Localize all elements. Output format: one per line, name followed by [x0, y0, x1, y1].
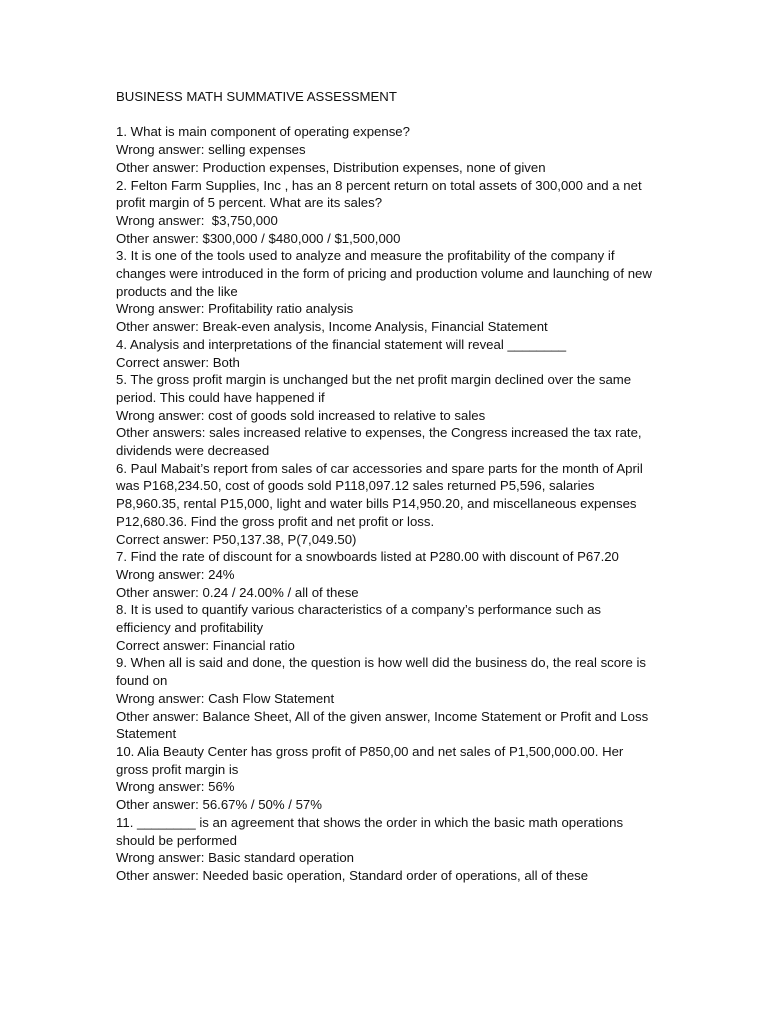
question-text: 2. Felton Farm Supplies, Inc , has an 8 percent return on total assets of 300,000 and a net profit margin of 5 percent. What are its sales?: [116, 177, 646, 211]
question-6: [116, 460, 656, 549]
answer-line: Wrong answer: cost of goods sold increased to relative to sales: [116, 407, 486, 423]
question-text: 5. The gross profit margin is unchanged but the net profit margin declined over the same period. This could have happened if: [116, 372, 635, 405]
answer-line: Other answer: $300,000 / $480,000 / $1,500,000: [116, 230, 401, 246]
answer-line: Correct answer: Both: [116, 354, 240, 370]
question-text: 6. Paul Mabait’s report from sales of car accessories and spare parts for the month of April was P168,234.50, cost of goods sold P118,097.12 sales returned P5,596, salaries P8,960.35, rental P15,000, light and water bills P14,950.20, and miscellaneous expenses P12,680.36. Find the gross profit and net profit or loss.: [116, 460, 647, 529]
question-text: 7. Find the rate of discount for a snowboards listed at P280.00 with discount of P67.20: [116, 549, 619, 565]
answer-line: Wrong answer: $3,750,000: [116, 212, 278, 228]
answer-line: Other answer: Balance Sheet, All of the given answer, Income Statement or Profit and Loss Statement: [116, 708, 652, 742]
question-text: 9. When all is said and done, the question is how well did the business do, the real score is found on: [116, 655, 650, 689]
question-text: 11. ________ is an agreement that shows the order in which the basic math operations should be performed: [116, 814, 627, 848]
question-text: 10. Alia Beauty Center has gross profit of P850,00 and net sales of P1,500,000.00. Her gross profit margin is: [116, 744, 627, 777]
answer-line: Correct answer: Financial ratio: [116, 637, 295, 653]
question-9: [116, 654, 656, 743]
answer-line: Other answer: Production expenses, Distribution expenses, none of given: [116, 159, 546, 175]
answer-line: Wrong answer: 24%: [116, 566, 235, 582]
question-text: 8. It is used to quantify various characteristics of a company’s performance such as efficiency and profitability: [116, 602, 605, 636]
answer-line: Other answer: Break-even analysis, Income Analysis, Financial Statement: [116, 319, 548, 335]
question-7: [116, 548, 656, 601]
answer-line: Wrong answer: Profitability ratio analysis: [116, 301, 354, 317]
answer-line: Other answer: 0.24 / 24.00% / all of these: [116, 584, 359, 600]
question-1: [116, 123, 656, 176]
answer-line: Wrong answer: Cash Flow Statement: [116, 690, 335, 706]
question-8: [116, 601, 656, 654]
question-text: 4. Analysis and interpretations of the financial statement will reveal ________: [116, 336, 567, 352]
question-3: [116, 247, 656, 336]
question-10: [116, 743, 656, 814]
answer-line: Correct answer: P50,137.38, P(7,049.50): [116, 531, 357, 547]
answer-line: Wrong answer: selling expenses: [116, 142, 306, 158]
question-5: [116, 371, 656, 460]
question-text: 1. What is main component of operating expense?: [116, 124, 410, 140]
answer-line: Wrong answer: 56%: [116, 779, 235, 795]
question-2: [116, 177, 656, 248]
answer-line: Other answer: Needed basic operation, Standard order of operations, all of these: [116, 867, 589, 883]
question-11: [116, 814, 656, 885]
question-text: 3. It is one of the tools used to analyze and measure the profitability of the company if changes were introduced in the form of pricing and production volume and launching of new products and the like: [116, 248, 656, 299]
answer-line: Wrong answer: Basic standard operation: [116, 850, 354, 866]
answer-line: Other answer: 56.67% / 50% / 57%: [116, 797, 322, 813]
answer-line: Other answers: sales increased relative to expenses, the Congress increased the tax rate, dividends were decreased: [116, 425, 646, 459]
document-title: BUSINESS MATH SUMMATIVE ASSESSMENT: [116, 89, 397, 104]
document-page: [116, 88, 656, 885]
question-4: [116, 336, 656, 371]
